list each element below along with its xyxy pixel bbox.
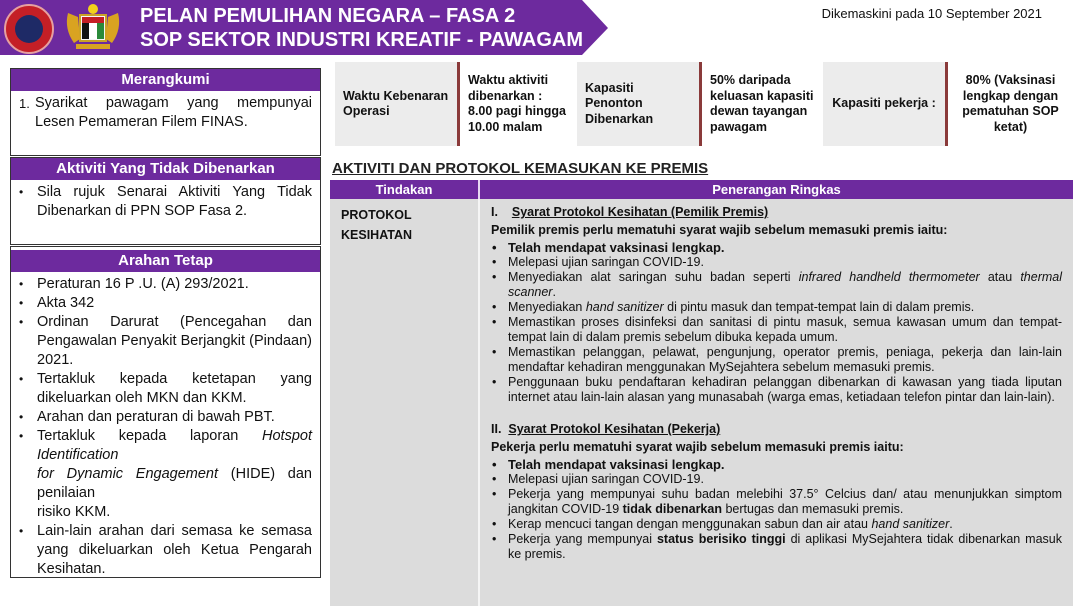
table-row — [330, 199, 1073, 606]
list-item: • Melepasi ujian saringan COVID-19. — [491, 472, 1062, 487]
list-item: • Menyediakan hand sanitizer di pintu masuk dan tempat-tempat lain di dalam premis. — [491, 300, 1062, 315]
jata-negara-logo-icon — [62, 3, 124, 53]
info-cell-kapasiti-pekerja-value: 80% (Vaksinasi lengkap dengan pematuhan SOP ketat) — [945, 62, 1073, 146]
tindakan-cell: PROTOKOL KESIHATAN — [330, 199, 480, 606]
updated-date: Dikemaskini pada 10 September 2021 — [821, 6, 1042, 21]
title-line-2: SOP SEKTOR INDUSTRI KREATIF - PAWAGAM — [140, 29, 583, 51]
title-line-1: PELAN PEMULIHAN NEGARA – FASA 2 — [140, 5, 516, 27]
list-item: • Menyediakan alat saringan suhu badan seperti infrared handheld thermometer atau thermal scanner. — [491, 270, 1062, 300]
list-item: • Memastikan proses disinfeksi dan sanitasi di pintu masuk, semua kawasan umum dan tempat-tempat lain di dalam premis sebelum dibuka kepada umum. — [491, 315, 1062, 345]
list-item: • Tertakluk kepada ketetapan yang dikeluarkan oleh MKN dan KKM. — [19, 370, 312, 408]
penerangan-cell — [480, 199, 1073, 606]
info-cell-waktu-label: Waktu Kebenaran Operasi — [335, 62, 457, 146]
list-item: • Akta 342 — [19, 294, 312, 313]
header-tindakan: Tindakan — [330, 180, 480, 199]
list-item: • Telah mendapat vaksinasi lengkap. — [491, 457, 1062, 472]
list-item: • Pekerja yang mempunyai status berisiko tinggi di aplikasi MySejahtera tidak dibenarkan masuk ke premis. — [491, 532, 1062, 562]
header-penerangan: Penerangan Ringkas — [712, 182, 841, 197]
list-item: • Arahan dan peraturan di bawah PBT. — [19, 408, 312, 427]
list-item: • Telah mendapat vaksinasi lengkap. — [491, 240, 1062, 255]
aktiviti-tidak-heading: Aktiviti Yang Tidak Dibenarkan — [11, 158, 320, 180]
info-cell-kapasiti-penonton-label: Kapasiti Penonton Dibenarkan — [577, 62, 699, 146]
part2-heading: II. Syarat Protokol Kesihatan (Pekerja) — [491, 422, 721, 436]
list-item: • Peraturan 16 P .U. (A) 293/2021. — [19, 275, 312, 294]
part1-requirement: Pemilik premis perlu mematuhi syarat wajib sebelum memasuki premis iaitu: — [491, 223, 948, 237]
mkn-logo-icon — [4, 4, 54, 54]
info-bar — [335, 62, 1073, 146]
protocol-table — [330, 180, 1073, 606]
list-item: • Sila rujuk Senarai Aktiviti Yang Tidak Dibenarkan di PPN SOP Fasa 2. — [19, 183, 312, 221]
list-item: • Memastikan pelanggan, pelawat, pengunjung, operator premis, peniaga, pekerja dan lain-lain mendaftar kehadiran menggunakan MySejahtera sebelum memasuki premis. — [491, 345, 1062, 375]
list-item: • Pekerja yang mempunyai suhu badan melebihi 37.5° Celcius dan/ atau menunjukkan simptom jangkitan COVID-19 tidak dibenarkan bertugas dan memasuki premis. — [491, 487, 1062, 517]
merangkumi-item: 1. Syarikat pawagam yang mempunyai Lesen Pemameran Filem FINAS. — [19, 95, 312, 130]
merangkumi-heading: Merangkumi — [11, 69, 320, 91]
list-item-hide: • Tertakluk kepada laporan Hotspot Identification for Dynamic Engagement (HIDE) dan penilaian risiko KKM. — [19, 427, 312, 522]
part2-requirement: Pekerja perlu mematuhi syarat wajib sebelum memasuki premis iaitu: — [491, 440, 904, 454]
info-cell-waktu-value: Waktu aktiviti dibenarkan : 8.00 pagi hingga 10.00 malam — [457, 62, 577, 146]
table-header — [330, 180, 1073, 199]
list-item: • Penggunaan buku pendaftaran kehadiran pelanggan dibenarkan di kawasan yang tiada liputan internet atau lain-lain alasan yang munasabah (warga emas, ketiadaan telefon pintar dan lain-lain). — [491, 375, 1062, 405]
section-title: AKTIVITI DAN PROTOKOL KEMASUKAN KE PREMIS — [332, 160, 709, 177]
list-item: • Ordinan Darurat (Pencegahan dan Pengawalan Penyakit Berjangkit (Pindaan) 2021. — [19, 313, 312, 370]
arahan-tetap-heading: Arahan Tetap — [11, 250, 320, 272]
part2-list — [491, 457, 1062, 562]
page-title — [140, 4, 583, 52]
arahan-tetap-box — [10, 246, 321, 578]
merangkumi-box — [10, 68, 321, 156]
list-item: • Kerap mencuci tangan dengan menggunakan sabun dan air atau hand sanitizer. — [491, 517, 1062, 532]
part1-list — [491, 240, 1062, 405]
aktiviti-tidak-dibenarkan-box — [10, 157, 321, 245]
list-item: • Melepasi ujian saringan COVID-19. — [491, 255, 1062, 270]
info-cell-kapasiti-penonton-value: 50% daripada keluasan kapasiti dewan tayangan pawagam — [699, 62, 823, 146]
part1-heading: I. Syarat Protokol Kesihatan (Pemilik Premis) — [491, 205, 769, 219]
info-cell-kapasiti-pekerja-label: Kapasiti pekerja : — [823, 62, 945, 146]
list-item: • Lain-lain arahan dari semasa ke semasa yang dikeluarkan oleh Ketua Pengarah Kesihatan. — [19, 522, 312, 579]
